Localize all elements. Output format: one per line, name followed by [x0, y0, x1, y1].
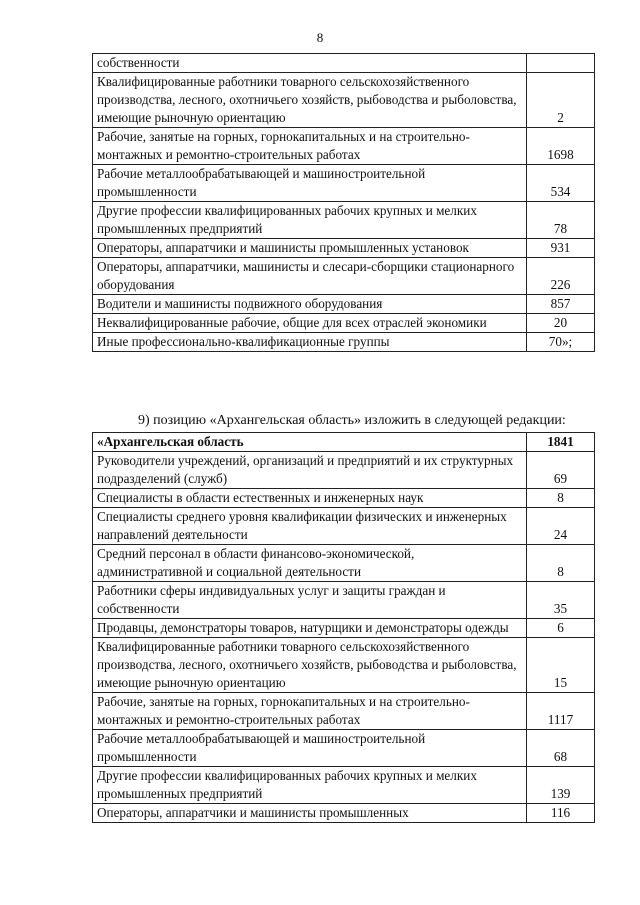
occupation-group-value: [527, 54, 595, 73]
occupation-group-label: Квалифицированные работники товарного сельскохозяйственного производства, лесного, охотничьего хозяйств, рыбоводства и рыболовства, имеющие рыночную ориентацию: [93, 73, 527, 128]
table-row: [93, 545, 595, 582]
occupation-group-value: 226: [527, 258, 595, 295]
occupation-group-label: Рабочие, занятые на горных, горнокапитальных и на строительно-монтажных и ремонтно-строительных работах: [93, 693, 527, 730]
occupation-group-label: Специалисты среднего уровня квалификации физических и инженерных направлений деятельности: [93, 508, 527, 545]
table-row: [93, 73, 595, 128]
occupation-group-label: Квалифицированные работники товарного сельскохозяйственного производства, лесного, охотничьего хозяйств, рыбоводства и рыболовства, имеющие рыночную ориентацию: [93, 638, 527, 693]
occupation-group-value: 15: [527, 638, 595, 693]
occupation-group-label: Операторы, аппаратчики и машинисты промышленных установок: [93, 239, 527, 258]
table-row: [93, 128, 595, 165]
occupation-group-label: Другие профессии квалифицированных рабочих крупных и мелких промышленных предприятий: [93, 202, 527, 239]
region-header-row: [93, 433, 595, 452]
amendment-intro-text: 9) позицию «Архангельская область» изложить в следующей редакции:: [138, 413, 566, 428]
occupation-group-label: Водители и машинисты подвижного оборудования: [93, 295, 527, 314]
occupation-group-label: Иные профессионально-квалификационные группы: [93, 333, 527, 352]
table-row: [93, 767, 595, 804]
occupation-group-label: Продавцы, демонстраторы товаров, натурщики и демонстраторы одежды: [93, 619, 527, 638]
table-row: [93, 258, 595, 295]
occupation-group-label: Операторы, аппаратчики и машинисты промышленных: [93, 804, 527, 823]
table-row: [93, 314, 595, 333]
occupation-group-value: 68: [527, 730, 595, 767]
occupation-group-label: Рабочие металлообрабатывающей и машиностроительной промышленности: [93, 165, 527, 202]
occupation-group-label: Работники сферы индивидуальных услуг и защиты граждан и собственности: [93, 582, 527, 619]
occupation-group-label: Средний персонал в области финансово-экономической, административной и социальной деятельности: [93, 545, 527, 582]
occupation-group-label: Рабочие, занятые на горных, горнокапитальных и на строительно-монтажных и ремонтно-строительных работах: [93, 128, 527, 165]
table-row: [93, 638, 595, 693]
occupation-group-value: 35: [527, 582, 595, 619]
table-row: [93, 489, 595, 508]
table-row: [93, 239, 595, 258]
occupation-group-label: собственности: [93, 54, 527, 73]
region-name: «Архангельская область: [93, 433, 527, 452]
occupation-group-label: Специалисты в области естественных и инженерных наук: [93, 489, 527, 508]
table-row: [93, 804, 595, 823]
occupation-group-value: 69: [527, 452, 595, 489]
occupation-group-label: Руководители учреждений, организаций и предприятий и их структурных подразделений (служб): [93, 452, 527, 489]
occupation-group-label: Операторы, аппаратчики, машинисты и слесари-сборщики стационарного оборудования: [93, 258, 527, 295]
occupation-group-label: Неквалифицированные рабочие, общие для всех отраслей экономики: [93, 314, 527, 333]
table-row: [93, 295, 595, 314]
table-row: [93, 619, 595, 638]
occupation-group-value: 70»;: [527, 333, 595, 352]
page-number: 8: [316, 30, 324, 45]
occupation-group-value: 20: [527, 314, 595, 333]
occupation-group-value: 1698: [527, 128, 595, 165]
table-body: [93, 433, 595, 823]
table-row: [93, 508, 595, 545]
occupation-group-value: 139: [527, 767, 595, 804]
table-row: [93, 333, 595, 352]
table-row: [93, 54, 595, 73]
occupation-group-value: 534: [527, 165, 595, 202]
occupation-group-value: 931: [527, 239, 595, 258]
region-total: 1841: [527, 433, 595, 452]
table-row: [93, 693, 595, 730]
occupation-group-value: 857: [527, 295, 595, 314]
table-row: [93, 730, 595, 767]
table-row: [93, 202, 595, 239]
occupation-group-value: 24: [527, 508, 595, 545]
occupation-group-label: Рабочие металлообрабатывающей и машиностроительной промышленности: [93, 730, 527, 767]
table-body: [93, 54, 595, 352]
arkhangelsk-occupations-table: [92, 432, 595, 823]
occupation-group-value: 1117: [527, 693, 595, 730]
table-row: [93, 165, 595, 202]
table-row: [93, 582, 595, 619]
occupation-group-value: 78: [527, 202, 595, 239]
occupation-group-value: 8: [527, 545, 595, 582]
occupation-group-value: 6: [527, 619, 595, 638]
occupation-group-value: 116: [527, 804, 595, 823]
occupation-group-label: Другие профессии квалифицированных рабочих крупных и мелких промышленных предприятий: [93, 767, 527, 804]
occupations-table-continued: [92, 53, 595, 352]
occupation-group-value: 8: [527, 489, 595, 508]
table-row: [93, 452, 595, 489]
occupation-group-value: 2: [527, 73, 595, 128]
